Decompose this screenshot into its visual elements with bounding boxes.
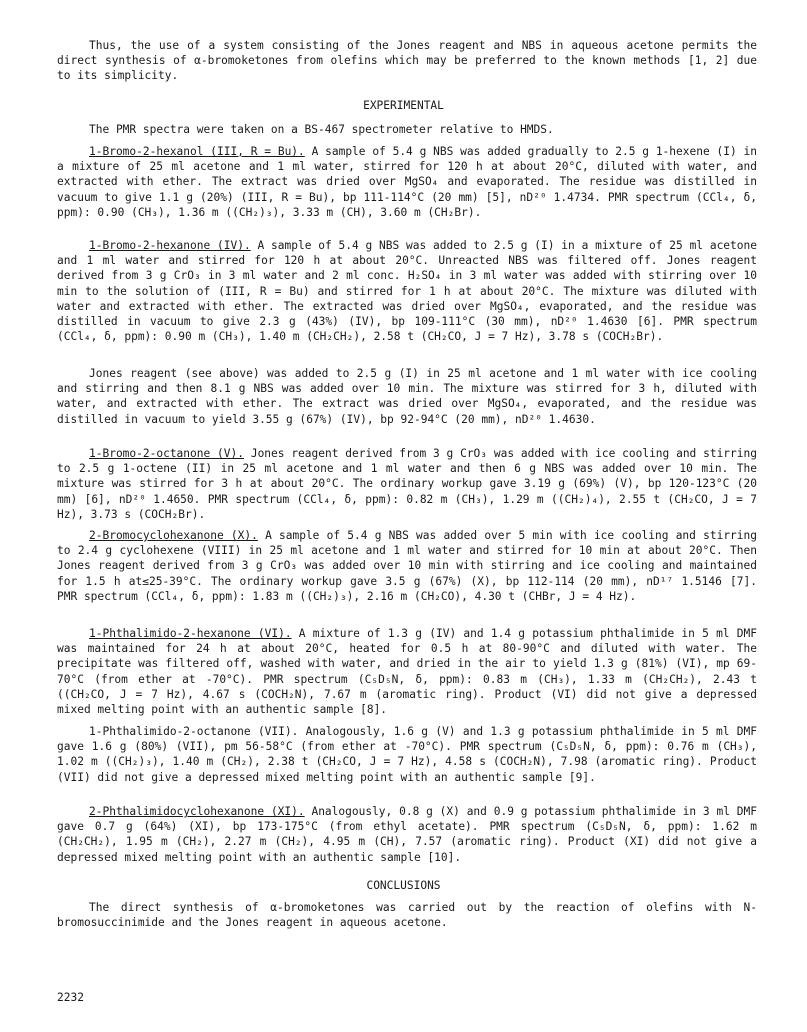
paragraph-phthalimidooctanone bbox=[57, 724, 757, 785]
paragraph-body: Jones reagent (see above) was added to 2.5 g (I) in 25 ml acetone and 1 ml water with ice cooling and stirring and then 8.1 g NBS was added over 10 min. The mixture was stirred for 3 h, diluted with water, and extracted with ether. The extract was dried over MgSO₄, evaporated, and the residue was distilled in vacuum to yield 3.55 g (67%) (IV), bp 92-94°C (20 mm), nD²⁰ 1.4630. bbox=[57, 367, 757, 426]
page-number: 2232 bbox=[57, 991, 84, 1004]
paragraph-bromohexanol bbox=[57, 144, 757, 220]
paragraph-body: A sample of 5.4 g NBS was added over 5 min with ice cooling and stirring to 2.4 g cyclohexene (VIII) in 25 ml acetone and 1 ml water and stirred for 10 min at about 20°C. Then Jones reagent derived from 3 g CrO₃ was added over 10 min with stirring and ice cooling and maintained for 1.5 h at≤25-39°C. The ordinary workup gave 3.5 g (67%) (X), bp 112-114 (20 mm), nD¹⁷ 1.5146 [7]. PMR spectrum (CCl₄, δ, ppm): 1.83 m ((CH₂)₃), 2.16 m (CH₂CO), 4.30 t (CHBr, J = 4 Hz). bbox=[57, 529, 757, 603]
paragraph-jones-procedure bbox=[57, 366, 757, 427]
paragraph-body: A sample of 5.4 g NBS was added gradually to 2.5 g 1-hexene (I) in a mixture of 25 ml acetone and 1 ml water, stirred for 120 h at about 20°C, diluted with water, and extracted with ether. The extract was dried over MgSO₄ and evaporated. The residue was distilled in vacuum to give 1.1 g (20%) (III, R = Bu), bp 111-114°C (20 mm) [5], nD²⁰ 1.4734. PMR spectrum (CCl₄, δ, ppm): 0.90 (CH₃), 1.36 m ((CH₂)₃), 3.33 m (CH), 3.60 m (CH₂Br). bbox=[57, 145, 757, 219]
conclusions-paragraph: The direct synthesis of α-bromoketones was carried out by the reaction of olefins with N-bromosuccinimide and the Jones reagent in aqueous acetone. bbox=[57, 901, 757, 930]
paragraph-body: A sample of 5.4 g NBS was added to 2.5 g (I) in a mixture of 25 ml acetone and 1 ml water and stirred for 120 h at about 20°C. Unreacted NBS was filtered off. Jones reagent derived from 3 g CrO₃ in 3 ml water and 2 ml conc. H₂SO₄ in 3 ml water was added with stirring over 10 min to the solution of (III, R = Bu) and stirred for 1 h at about 20°C. The mixture was diluted with water and extracted with ether. The extracted was dried over MgSO₄, evaporated, and the residue was distilled in vacuum to give 2.3 g (43%) (IV), bp 109-111°C (30 mm), nD²⁰ 1.4630 [6]. PMR spectrum (CCl₄, δ, ppm): 0.90 m (CH₃), 1.40 m (CH₂CH₂), 2.58 t (CH₂CO, J = 7 Hz), 3.78 s (COCH₂Br). bbox=[57, 239, 757, 344]
paragraph-body: 1-Phthalimido-2-octanone (VII). Analogously, 1.6 g (V) and 1.3 g potassium phthalimide in 5 ml DMF gave 1.6 g (80%) (VII), pm 56-58°C (from ether at -70°C). PMR spectrum (C₅D₅N, δ, ppm): 0.76 m (CH₃), 1.02 m ((CH₂)₃), 1.40 m (CH₂), 2.38 t (CH₂CO, J = 7 Hz), 4.58 s (COCH₂N), 7.98 (aromatic ring). Product (VII) did not give a depressed mixed melting point with an authentic sample [9]. bbox=[57, 725, 757, 784]
compound-title: 1-Bromo-2-hexanone (IV). bbox=[89, 239, 251, 252]
compound-title: 1-Bromo-2-octanone (V). bbox=[89, 447, 244, 460]
paragraph-phthalimidohexanone bbox=[57, 626, 757, 717]
pmr-note: The PMR spectra were taken on a BS-467 spectrometer relative to HMDS. bbox=[89, 123, 554, 136]
paragraph-body: Jones reagent derived from 3 g CrO₃ was added with ice cooling and stirring to 2.5 g 1-octene (II) in 25 ml acetone and 1 ml water and then 6 g NBS was added over 10 min. The mixture was stirred for 3 h at about 20°C. The ordinary workup gave 3.19 g (69%) (V), bp 120-123°C (20 mm) [6], nD²⁰ 1.4650. PMR spectrum (CCl₄, δ, ppm): 0.82 m (CH₃), 1.29 m ((CH₂)₄), 2.55 t (CH₂CO, J = 7 Hz), 3.73 s (COCH₂Br). bbox=[57, 447, 757, 521]
compound-title: 1-Phthalimido-2-hexanone (VI). bbox=[89, 627, 292, 640]
compound-title: 2-Phthalimidocyclohexanone (XI). bbox=[89, 805, 305, 818]
paragraph-phthalimidocyclohexanone bbox=[57, 804, 757, 865]
experimental-heading: EXPERIMENTAL bbox=[363, 99, 444, 112]
paragraph-body: Analogously, 0.8 g (X) and 0.9 g potassium phthalimide in 3 ml DMF gave 0.7 g (64%) (XI), bp 173-175°C (from ethyl acetate). PMR spectrum (C₅D₅N, δ, ppm): 1.62 m (CH₂CH₂), 1.95 m (CH₂), 2.27 m (CH₂), 4.95 m (CH), 7.57 (aromatic ring). Product (XI) did not give a depressed mixed melting point with an authentic sample [10]. bbox=[57, 805, 757, 864]
paragraph-bromohexanone bbox=[57, 238, 757, 344]
paragraph-bromocyclohexanone bbox=[57, 528, 757, 604]
paragraph-body: A mixture of 1.3 g (IV) and 1.4 g potassium phthalimide in 5 ml DMF was maintained for 24 h at about 20°C, heated for 0.5 h at 80-90°C and diluted with water. The precipitate was filtered off, washed with water, and dried in the air to yield 1.3 g (81%) (VI), mp 69-70°C (from ether at -70°C). PMR spectrum (C₅D₅N, δ, ppm): 0.83 m (CH₃), 1.33 m (CH₂CH₂), 2.43 t ((CH₂CO, J = 7 Hz), 4.67 s (COCH₂N), 7.67 m (aromatic ring). Product (VI) did not give a depressed mixed melting point with an authentic sample [8]. bbox=[57, 627, 757, 717]
compound-title: 1-Bromo-2-hexanol (III, R = Bu). bbox=[89, 145, 305, 158]
conclusions-heading: CONCLUSIONS bbox=[366, 879, 441, 892]
paragraph-bromooctanone bbox=[57, 446, 757, 522]
compound-title: 2-Bromocyclohexanone (X). bbox=[89, 529, 258, 542]
intro-paragraph: Thus, the use of a system consisting of the Jones reagent and NBS in aqueous acetone permits the direct synthesis of α-bromoketones from olefins which may be preferred to the known methods [1, 2] due to its simplicity. bbox=[57, 39, 757, 83]
